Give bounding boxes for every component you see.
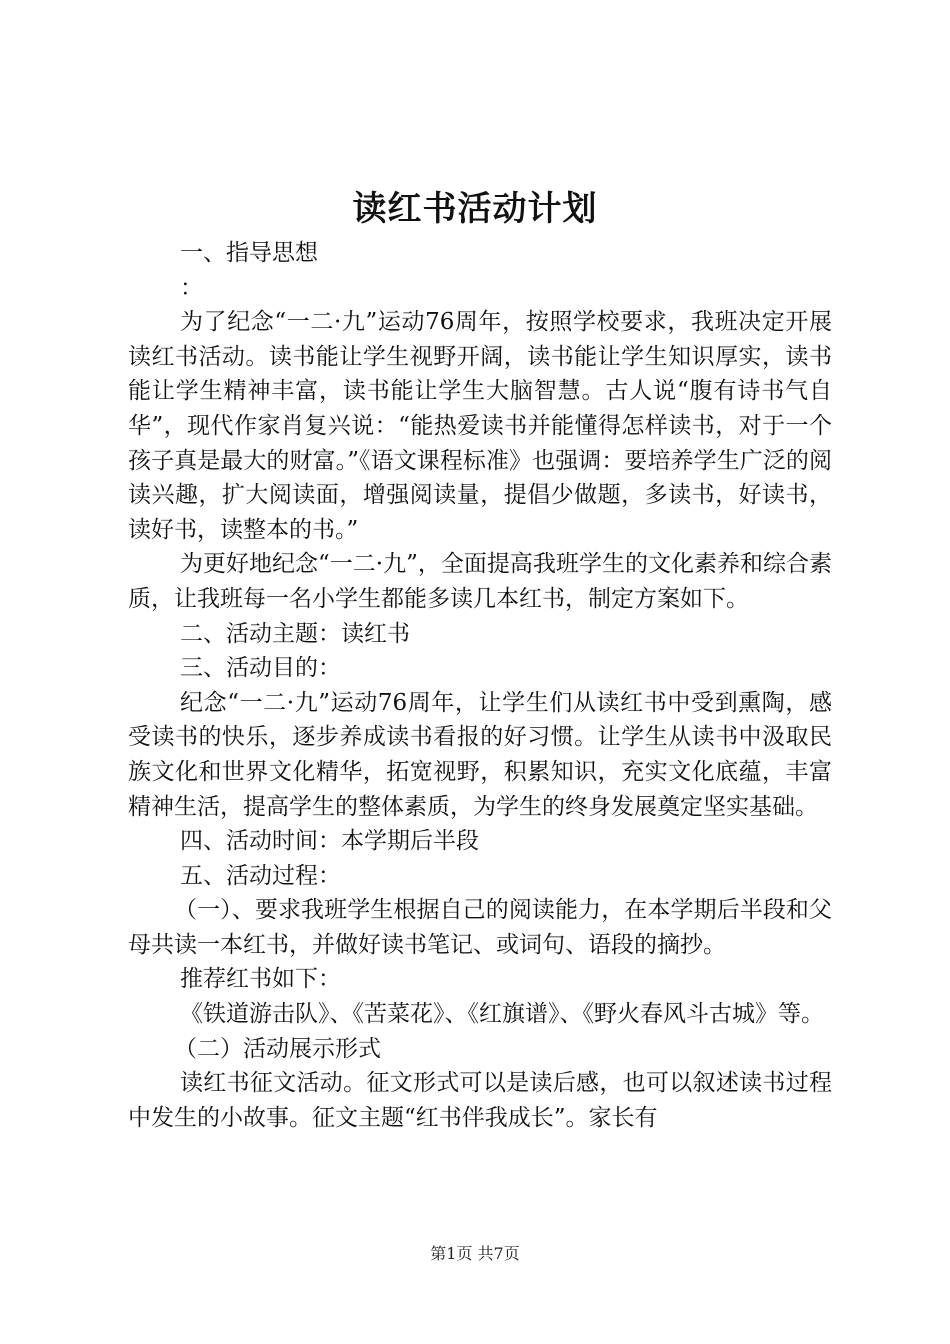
- heading-activity-theme: 二、活动主题：读红书: [180, 620, 410, 647]
- paragraph-process-one: （一）、要求我班学生根据自己的阅读能力，在本学期后半段和父母共读一本红书，并做好读书笔记、或词句、语段的摘抄。: [128, 897, 832, 958]
- paragraph-plan: 为更好地纪念“一二·九”，全面提高我班学生的文化素养和综合素质，让我班每一名小学生都能多读几本红书，制定方案如下。: [128, 551, 832, 612]
- heading-display-form: （二）活动展示形式: [174, 1035, 381, 1062]
- heading-activity-process: 五、活动过程：: [180, 862, 341, 889]
- heading-guiding-ideology: 一、指导思想: [180, 240, 318, 266]
- document-body: [128, 236, 832, 1135]
- document-title: 读红书活动计划: [352, 189, 598, 229]
- heading-recommended-books: 推荐红书如下：: [180, 966, 341, 993]
- page-number: 第1页 共7页: [430, 1244, 520, 1263]
- paragraph-intro: 为了纪念“一二·九”运动76周年，按照学校要求，我班决定开展读红书活动。读书能让学生视野开阔，读书能让学生知识厚实，读书能让学生精神丰富，读书能让学生大脑智慧。古人说“腹有诗书气自华”，现代作家肖复兴说：“能热爱读书并能懂得怎样读书，对于一个孩子真是最大的财富。”《语文课程标准》也强调：要培养学生广泛的阅读兴趣，扩大阅读面，增强阅读量，提倡少做题，多读书，好读书，读好书，读整本的书。”: [128, 309, 832, 543]
- paragraph-essay-activity: 读红书征文活动。征文形式可以是读后感，也可以叙述读书过程中发生的小故事。征文主题“红书伴我成长”。家长有: [128, 1070, 832, 1131]
- heading-activity-purpose: 三、活动目的：: [180, 655, 341, 682]
- colon-line: ：: [180, 274, 203, 301]
- heading-activity-time: 四、活动时间：本学期后半段: [180, 828, 479, 855]
- paragraph-purpose: 纪念“一二·九”运动76周年，让学生们从读红书中受到熏陶，感受读书的快乐，逐步养成读书看报的好习惯。让学生从读书中汲取民族文化和世界文化精华，拓宽视野，积累知识，充实文化底蕴，丰富精神生活，提高学生的整体素质，为学生的终身发展奠定坚实基础。: [128, 689, 832, 820]
- paragraph-book-list: 《铁道游击队》、《苦菜花》、《红旗谱》、《野火春风斗古城》等。: [180, 1001, 824, 1028]
